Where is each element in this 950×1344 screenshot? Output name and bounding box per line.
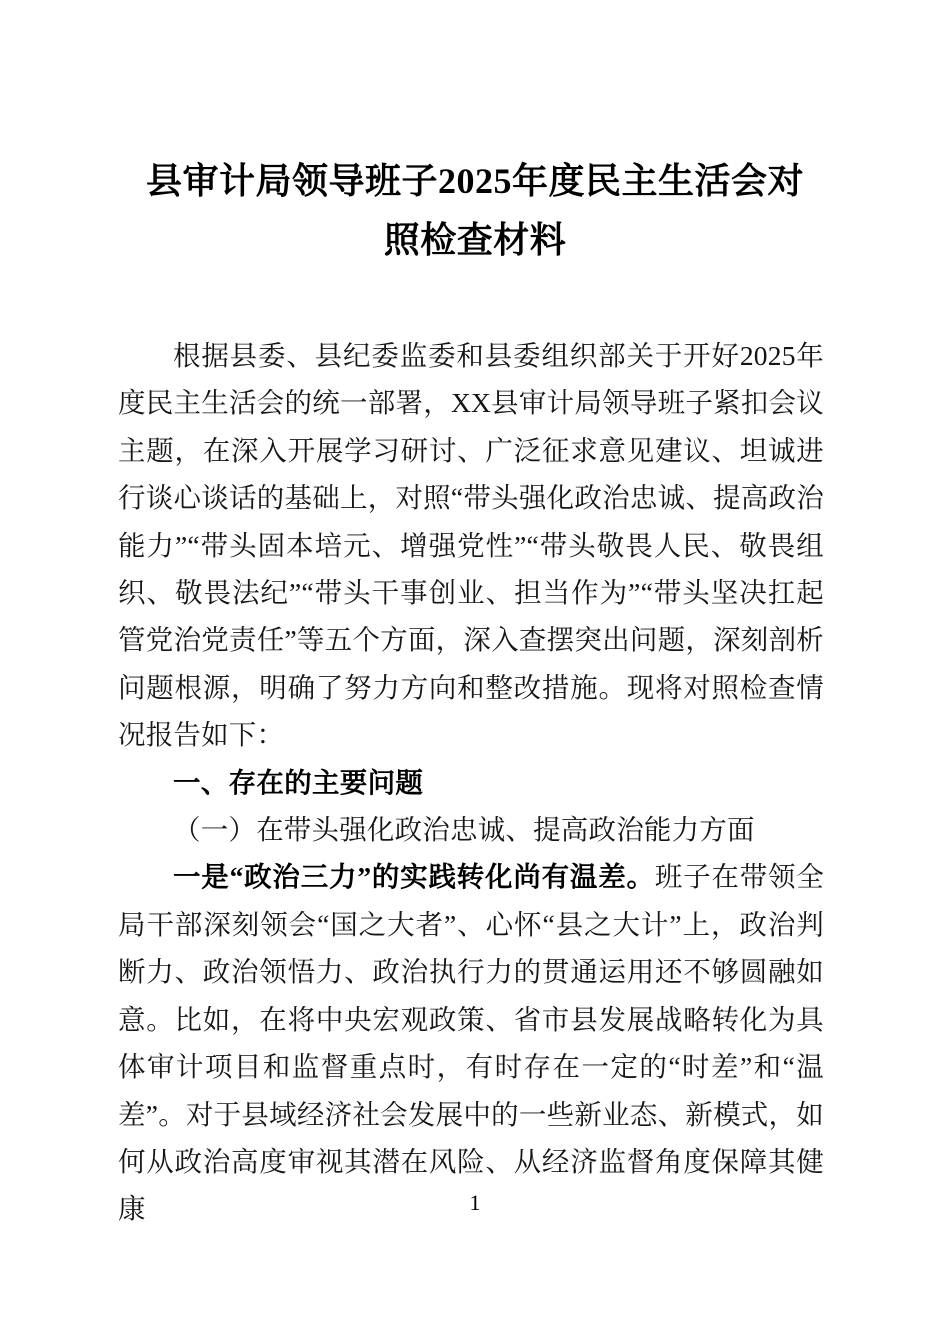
intro-paragraph: 根据县委、县纪委监委和县委组织部关于开好2025年度民主生活会的统一部署，XX县审计局领导班子紧扣会议主题，在深入开展学习研讨、广泛征求意见建议、坦诚进行谈心谈话的基础上，对照“带头强化政治忠诚、提高政治能力”“带头固本培元、增强党性”“带头敬畏人民、敬畏组织、敬畏法纪”“带头干事创业、担当作为”“带头坚决扛起管党治党责任”等五个方面，深入查摆突出问题，深刻剖析问题根源，明确了努力方向和整改措施。现将对照检查情况报告如下： — [118, 340, 824, 751]
page-number: 1 — [469, 1190, 481, 1215]
item-body-text: 班子在带领全局干部深刻领会“国之大者”、心怀“县之大计”上，政治判断力、政治领悟力、政治执行力的贯通运用还不够圆融如意。比如，在将中央宏观政策、省市县发展战略转化为具体审计项目和监督重点时，有时存在一定的“时差”和“温差”。对于县域经济社会发展中的一些新业态、新模式，如何从政治高度审视其潜在风险、从经济监督角度保障其健康 — [118, 861, 824, 1225]
document-body — [118, 332, 824, 1233]
section-heading-level-1: 一、存在的主要问题 — [173, 766, 424, 798]
document-title-line-1: 县审计局领导班子2025年度民主生活会对 — [145, 161, 804, 201]
document-title — [118, 152, 832, 270]
item-paragraph-1 — [118, 853, 824, 1232]
document-title-line-2: 照检查材料 — [383, 220, 567, 260]
item-lead-bold: 一是“政治三力”的实践转化尚有温差。 — [173, 861, 655, 893]
section-heading-level-2: （一）在带头强化政治忠诚、提高政治能力方面 — [173, 814, 755, 846]
